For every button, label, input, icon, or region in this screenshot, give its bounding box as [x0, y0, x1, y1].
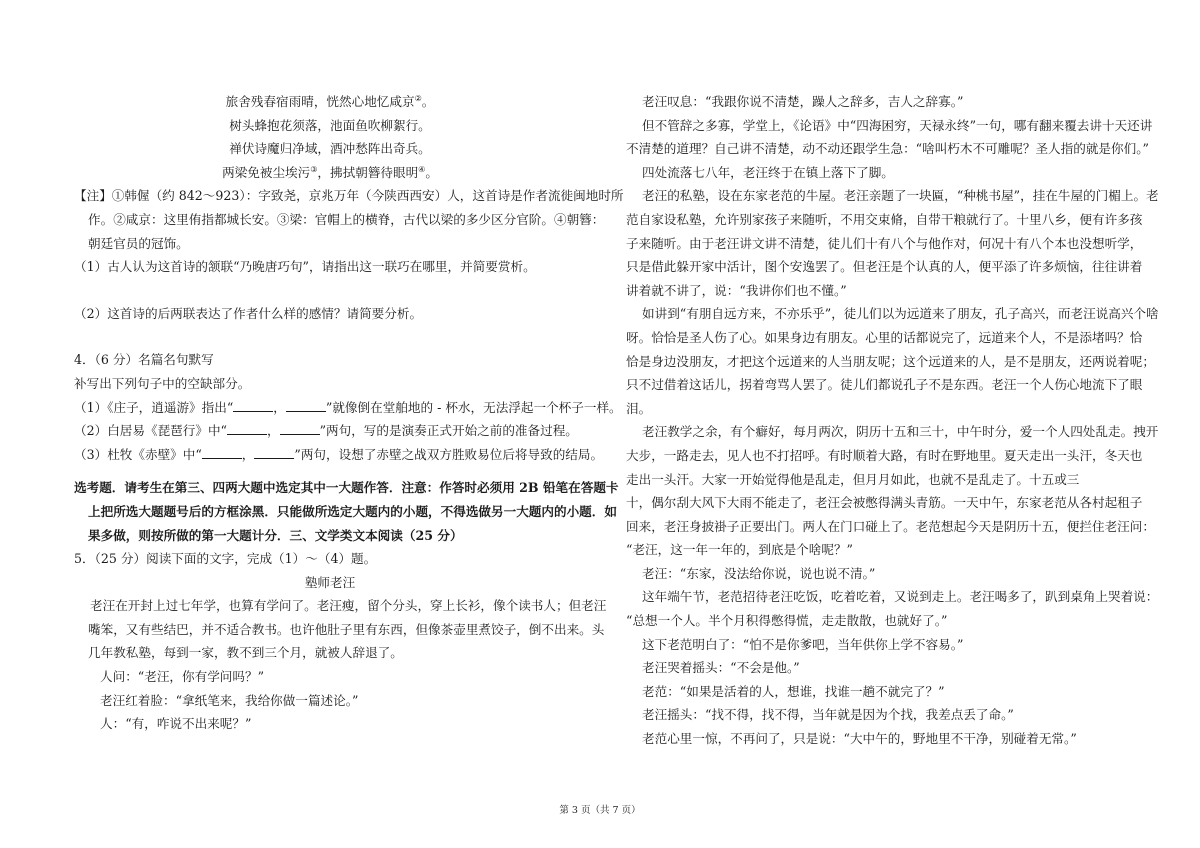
story-line: 回来，老汪身披褂子正要出门。两人在门口碰上了。老范想起今天是阴历十五，便拦住老汪问：: [626, 518, 1155, 534]
answer-blank[interactable]: [233, 399, 273, 412]
answer-blank[interactable]: [286, 399, 326, 412]
story-line: 范自家设私塾，允许别家孩子来随听，不用交束脩，自带干粮就行了。十里八乡，便有许多孩: [626, 211, 1143, 227]
dialog-line-3: 人：“有，咋说不出来呢？”: [100, 716, 252, 732]
story-line: 不清楚的道理？自己讲不清楚，动不动还跟学生急：“啥叫朽木不可雕呢？圣人指的就是你们。”: [626, 141, 1149, 157]
answer-blank[interactable]: [280, 422, 320, 435]
story-line: 如讲到“有朋自远方来，不亦乐乎”，徒儿们以为远道来了朋友，孔子高兴，而老汪说高兴个啥: [642, 306, 1159, 322]
dialog-line-1: 人问：“老汪，你有学问吗？”: [100, 669, 265, 685]
question-4-item-1: （1）《庄子，逍遥游》指出“ ， ”就像倒在堂舶地的 - 杯水，无法浮起一个杯子一样。: [74, 399, 622, 415]
story-line: 四处流落七八年，老汪终于在镇上落下了脚。: [642, 164, 894, 180]
page-footer: 第 3 页（共 7 页）: [559, 805, 641, 816]
dialog-line-2: 老汪红着脸：“拿纸笔来，我给你做一篇述论。”: [100, 692, 359, 708]
story-para-line-1: 老汪在开封上过七年学，也算有学问了。老汪瘦，留个分头，穿上长衫，像个读书人；但老汪: [90, 598, 607, 614]
story-line: 老汪叹息：“我跟你说不清楚，躁人之辞多，吉人之辞寡。”: [642, 94, 964, 109]
note-line-1: 【注】①韩偓（约 842～923）：字致尧，京兆万年（今陕西西安）人，这首诗是作者流徙闽地时所: [74, 188, 624, 204]
story-title: 塾师老汪: [304, 574, 356, 590]
story-line: 只是借此躲开家中活计，图个安逸罢了。但老汪是个认真的人，便平添了许多烦恼，往往讲着: [626, 259, 1143, 275]
poem-line-1: 旅舍残春宿雨晴，恍然心地忆咸京②。: [225, 93, 435, 109]
story-para-line-2: 嘴笨，又有些结巴，并不适合教书。也许他肚子里有东西，但像茶壶里煮饺子，倒不出来。头: [88, 621, 605, 637]
story-line: 这年端午节，老范招待老汪吃饭，吃着吃着，又说到走上。老汪喝多了，趴到桌角上哭着说：: [642, 589, 1159, 605]
story-line: 子来随听。由于老汪讲文讲不清楚，徒儿们十有八个与他作对，何况十有八个本也没想听学，: [626, 235, 1143, 251]
select-note-line-1: 选考题．请考生在第三、四两大题中选定其中一大题作答．注意：作答时必须用 2B 铅笔在答题卡: [74, 480, 619, 496]
question-4-intro: 补写出下列句子中的空缺部分。: [74, 375, 251, 391]
story-line: 十，偶尔刮大风下大雨不能走了，老汪会被憋得满头青筋。一天中午，东家老范从各村起租子: [626, 495, 1143, 511]
question-4-item-3: （3）杜牧《赤壁》中“ ， ”两句，设想了赤壁之战双方胜败易位后将导致的结局。: [74, 446, 604, 462]
question-1: （1）古人认为这首诗的颔联“乃晚唐巧句”，请指出这一联巧在哪里，并简要赏析。: [74, 259, 536, 275]
story-line: 老汪摇头：“找不得，找不得，当年就是因为个找，我差点丢了命。”: [642, 707, 1014, 723]
select-note-line-3: 果多做，则按所做的第一大题计分．三、文学类文本阅读（25 分）: [88, 527, 463, 543]
poem-line-2: 树头蜂抱花须落，池面鱼吹柳絮行。: [229, 117, 431, 133]
story-line: 讲着就不讲了，说：“我讲你们也不懂。”: [626, 282, 847, 298]
answer-blank[interactable]: [254, 446, 294, 459]
story-line: 呀。恰恰是圣人伤了心。如果身边有朋友。心里的话都说完了，远道来个人，不是添堵吗？恰: [626, 329, 1143, 345]
story-line: 这下老范明白了：“怕不是你爹吧，当年供你上学不容易。”: [642, 636, 964, 652]
story-line: “总想一个人。半个月积得憋得慌，走走散散，也就好了。”: [626, 613, 948, 629]
right-column: [626, 90, 1159, 751]
question-4-title: 4．（6 分）名篇名句默写: [74, 352, 214, 368]
question-5: 5．（25 分）阅读下面的文字，完成（1）～（4）题。: [74, 551, 377, 567]
answer-blank[interactable]: [227, 422, 267, 435]
story-line: 老范：“如果是活着的人，想谁，找谁一趟不就完了？”: [642, 683, 945, 699]
left-column: [74, 90, 624, 736]
answer-blank[interactable]: [202, 446, 242, 459]
story-line: 大步，一路走去，见人也不打招呼。有时顺着大路，有时在野地里。夏天走出一头汗，冬天也: [626, 447, 1143, 463]
poem-line-4: 两梁免被尘埃污③，拂拭朝簪待眼明④。: [222, 164, 438, 180]
story-line: 老汪哭着摇头：“不会是他。”: [642, 660, 800, 676]
story-line: 只不过借着这话儿，拐着弯骂人罢了。徒儿们都说孔子不是东西。老汪一个人伤心地流下了眼: [626, 377, 1143, 393]
story-line: 恰是身边没朋友，才把这个远道来的人当朋友呢；这个远道来的人，是不是朋友，还两说着呢；: [626, 353, 1155, 369]
question-4-item-2: （2）白居易《琵琶行》中“ ， ”两句，写的是演奏正式开始之前的准备过程。: [74, 423, 578, 439]
story-line: 老范心里一惊，不再问了，只是说：“大中午的，野地里不干净，别碰着无常。”: [642, 731, 1077, 747]
story-line: 泪。: [626, 400, 652, 416]
story-line: 老汪教学之余，有个癖好，每月两次，阴历十五和三十，中午时分，爱一个人四处乱走。拽开: [642, 424, 1159, 440]
story-line: 走出一头汗。大家一开始觉得他是乱走，但月月如此，也就不是乱走了。十五或三: [626, 471, 1080, 487]
story-para-line-3: 几年教私塾，每到一家，教不到三个月，就被人辞退了。: [88, 645, 403, 661]
poem-line-3: 禅伏诗魔归净域，酒冲愁阵出奇兵。: [229, 141, 431, 157]
story-line: “老汪，这一年一年的，到底是个啥呢？”: [626, 542, 853, 558]
question-2: （2）这首诗的后两联表达了作者什么样的感情？请简要分析。: [74, 305, 423, 321]
story-line: 老汪：“东家，没法给你说，说也说不清。”: [642, 565, 876, 581]
select-note-line-2: 上把所选大题题号后的方框涂黑．只能做所选定大题内的小题，不得选做另一大题内的小题．如: [88, 503, 617, 519]
note-line-2: 作。②咸京：这里侑指都城长安。③梁：官帽上的横脊，古代以梁的多少区分官阶。④朝簪：: [88, 211, 605, 227]
story-line: 但不管辞之多寡，学堂上，《论语》中“四海困穷，天禄永终”一句，哪有翻来覆去讲十天还讲: [642, 117, 1153, 133]
story-line: 老汪的私塾，设在东家老范的牛屋。老汪亲题了一块匾，“种桃书屋”，挂在牛屋的门楣上。老: [642, 188, 1159, 204]
note-line-3: 朝廷官员的冠饰。: [88, 235, 189, 251]
